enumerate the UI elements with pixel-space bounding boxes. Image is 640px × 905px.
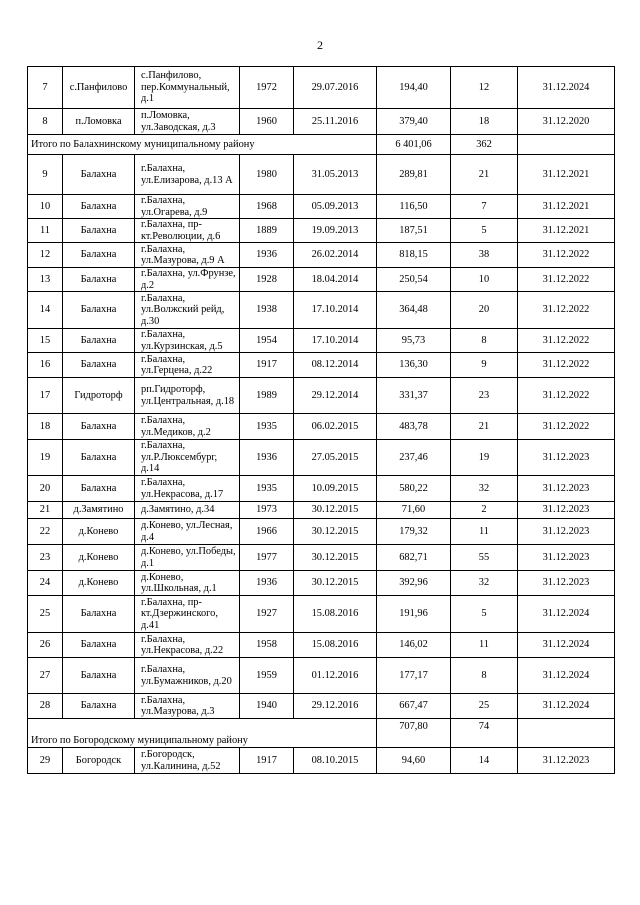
resettlement-deadline-cell: 31.12.2021 [518, 155, 615, 195]
resettlement-deadline-cell: 31.12.2022 [518, 329, 615, 353]
table-row [28, 694, 615, 719]
row-number: 9 [28, 155, 63, 195]
recognition-date-cell: 29.12.2014 [294, 378, 377, 414]
residents-cell: 12 [451, 67, 518, 109]
area-cell: 392,96 [377, 571, 451, 596]
total-label: Итого по Богородскому муниципальному району [28, 719, 377, 748]
table-row [28, 67, 615, 109]
year-built-cell: 1936 [240, 571, 294, 596]
resettlement-deadline-cell: 31.12.2023 [518, 476, 615, 502]
row-number: 11 [28, 219, 63, 243]
area-cell: 146,02 [377, 633, 451, 658]
residents-cell: 21 [451, 414, 518, 440]
year-built-cell: 1989 [240, 378, 294, 414]
area-cell: 250,54 [377, 268, 451, 292]
row-number: 24 [28, 571, 63, 596]
total-deadline-empty [518, 719, 615, 748]
resettlement-deadline-cell: 31.12.2020 [518, 109, 615, 135]
settlement-cell: Балахна [63, 243, 135, 268]
resettlement-deadline-cell: 31.12.2023 [518, 571, 615, 596]
total-deadline-empty [518, 135, 615, 155]
recognition-date-cell: 26.02.2014 [294, 243, 377, 268]
recognition-date-cell: 30.12.2015 [294, 545, 377, 571]
recognition-date-cell: 29.12.2016 [294, 694, 377, 719]
area-cell: 364,48 [377, 292, 451, 329]
address-cell: г.Балахна, ул.Елизарова, д.13 А [135, 155, 240, 195]
year-built-cell: 1940 [240, 694, 294, 719]
table-row [28, 195, 615, 219]
recognition-date-cell: 29.07.2016 [294, 67, 377, 109]
recognition-date-cell: 05.09.2013 [294, 195, 377, 219]
recognition-date-cell: 15.08.2016 [294, 596, 377, 633]
year-built-cell: 1889 [240, 219, 294, 243]
residents-cell: 21 [451, 155, 518, 195]
year-built-cell: 1966 [240, 519, 294, 545]
year-built-cell: 1936 [240, 243, 294, 268]
table-row [28, 155, 615, 195]
row-number: 17 [28, 378, 63, 414]
recognition-date-cell: 08.12.2014 [294, 353, 377, 378]
year-built-cell: 1968 [240, 195, 294, 219]
resettlement-deadline-cell: 31.12.2022 [518, 414, 615, 440]
area-cell: 667,47 [377, 694, 451, 719]
row-number: 23 [28, 545, 63, 571]
resettlement-deadline-cell: 31.12.2023 [518, 748, 615, 774]
total-row [28, 135, 615, 155]
address-cell: г.Балахна, ул.Медиков, д.2 [135, 414, 240, 440]
address-cell: г.Балахна, ул.Огарева, д.9 [135, 195, 240, 219]
year-built-cell: 1954 [240, 329, 294, 353]
address-cell: г.Балахна, ул.Мазурова, д.3 [135, 694, 240, 719]
area-cell: 379,40 [377, 109, 451, 135]
total-residents: 362 [451, 135, 518, 155]
resettlement-deadline-cell: 31.12.2024 [518, 596, 615, 633]
address-cell: г.Балахна, ул.Мазурова, д.9 А [135, 243, 240, 268]
year-built-cell: 1927 [240, 596, 294, 633]
area-cell: 136,30 [377, 353, 451, 378]
recognition-date-cell: 17.10.2014 [294, 292, 377, 329]
table-row [28, 329, 615, 353]
address-cell: г.Балахна, ул.Фрунзе, д.2 [135, 268, 240, 292]
settlement-cell: Балахна [63, 353, 135, 378]
table-row [28, 243, 615, 268]
table-body [28, 67, 615, 774]
year-built-cell: 1938 [240, 292, 294, 329]
residents-cell: 25 [451, 694, 518, 719]
area-cell: 237,46 [377, 440, 451, 476]
row-number: 20 [28, 476, 63, 502]
row-number: 21 [28, 502, 63, 519]
settlement-cell: Балахна [63, 219, 135, 243]
table-row [28, 219, 615, 243]
table-row [28, 502, 615, 519]
residents-cell: 7 [451, 195, 518, 219]
recognition-date-cell: 10.09.2015 [294, 476, 377, 502]
settlement-cell: п.Ломовка [63, 109, 135, 135]
address-cell: д.Конево, ул.Лесная, д.4 [135, 519, 240, 545]
table-row [28, 545, 615, 571]
table-row [28, 476, 615, 502]
page-number: 2 [317, 38, 323, 52]
row-number: 16 [28, 353, 63, 378]
recognition-date-cell: 08.10.2015 [294, 748, 377, 774]
row-number: 25 [28, 596, 63, 633]
table-row [28, 658, 615, 694]
settlement-cell: Балахна [63, 658, 135, 694]
row-number: 15 [28, 329, 63, 353]
table-row [28, 748, 615, 774]
total-residents: 74 [451, 719, 518, 748]
recognition-date-cell: 27.05.2015 [294, 440, 377, 476]
table-row [28, 378, 615, 414]
table-row [28, 268, 615, 292]
year-built-cell: 1959 [240, 658, 294, 694]
address-cell: п.Ломовка, ул.Заводская, д.3 [135, 109, 240, 135]
total-row [28, 719, 615, 748]
residents-cell: 18 [451, 109, 518, 135]
year-built-cell: 1960 [240, 109, 294, 135]
residents-cell: 14 [451, 748, 518, 774]
area-cell: 818,15 [377, 243, 451, 268]
area-cell: 194,40 [377, 67, 451, 109]
area-cell: 483,78 [377, 414, 451, 440]
area-cell: 116,50 [377, 195, 451, 219]
residents-cell: 10 [451, 268, 518, 292]
settlement-cell: Балахна [63, 440, 135, 476]
recognition-date-cell: 25.11.2016 [294, 109, 377, 135]
table-row [28, 440, 615, 476]
settlement-cell: Гидроторф [63, 378, 135, 414]
year-built-cell: 1917 [240, 748, 294, 774]
area-cell: 95,73 [377, 329, 451, 353]
residents-cell: 5 [451, 596, 518, 633]
year-built-cell: 1936 [240, 440, 294, 476]
address-cell: д.Замятино, д.34 [135, 502, 240, 519]
settlement-cell: Балахна [63, 596, 135, 633]
address-cell: г.Балахна, ул.Бумажников, д.20 [135, 658, 240, 694]
address-cell: д.Конево, ул.Победы, д.1 [135, 545, 240, 571]
table-row [28, 596, 615, 633]
residents-cell: 8 [451, 329, 518, 353]
row-number: 28 [28, 694, 63, 719]
recognition-date-cell: 06.02.2015 [294, 414, 377, 440]
address-cell: с.Панфилово, пер.Коммунальный, д.1 [135, 67, 240, 109]
area-cell: 179,32 [377, 519, 451, 545]
recognition-date-cell: 30.12.2015 [294, 502, 377, 519]
year-built-cell: 1980 [240, 155, 294, 195]
residents-cell: 8 [451, 658, 518, 694]
residents-cell: 32 [451, 571, 518, 596]
resettlement-deadline-cell: 31.12.2023 [518, 545, 615, 571]
table-row [28, 414, 615, 440]
table-row [28, 353, 615, 378]
area-cell: 682,71 [377, 545, 451, 571]
settlement-cell: д.Замятино [63, 502, 135, 519]
settlement-cell: Богородск [63, 748, 135, 774]
year-built-cell: 1928 [240, 268, 294, 292]
total-area: 707,80 [377, 719, 451, 748]
area-cell: 177,17 [377, 658, 451, 694]
row-number: 27 [28, 658, 63, 694]
year-built-cell: 1935 [240, 476, 294, 502]
year-built-cell: 1917 [240, 353, 294, 378]
residents-cell: 23 [451, 378, 518, 414]
residents-cell: 38 [451, 243, 518, 268]
settlement-cell: Балахна [63, 195, 135, 219]
resettlement-deadline-cell: 31.12.2024 [518, 633, 615, 658]
residents-cell: 11 [451, 633, 518, 658]
residents-cell: 5 [451, 219, 518, 243]
settlement-cell: Балахна [63, 694, 135, 719]
table-row [28, 109, 615, 135]
resettlement-deadline-cell: 31.12.2021 [518, 219, 615, 243]
area-cell: 94,60 [377, 748, 451, 774]
address-cell: г.Балахна, пр-кт.Дзержинского, д.41 [135, 596, 240, 633]
area-cell: 71,60 [377, 502, 451, 519]
row-number: 12 [28, 243, 63, 268]
address-cell: рп.Гидроторф, ул.Центральная, д.18 [135, 378, 240, 414]
year-built-cell: 1977 [240, 545, 294, 571]
settlement-cell: Балахна [63, 414, 135, 440]
row-number: 14 [28, 292, 63, 329]
address-cell: г.Балахна, ул.Волжский рейд, д.30 [135, 292, 240, 329]
recognition-date-cell: 01.12.2016 [294, 658, 377, 694]
residents-cell: 11 [451, 519, 518, 545]
settlement-cell: д.Конево [63, 571, 135, 596]
area-cell: 331,37 [377, 378, 451, 414]
residents-cell: 20 [451, 292, 518, 329]
table-row [28, 571, 615, 596]
row-number: 13 [28, 268, 63, 292]
resettlement-deadline-cell: 31.12.2023 [518, 502, 615, 519]
settlement-cell: Балахна [63, 633, 135, 658]
recognition-date-cell: 18.04.2014 [294, 268, 377, 292]
table-row [28, 519, 615, 545]
row-number: 18 [28, 414, 63, 440]
row-number: 22 [28, 519, 63, 545]
housing-registry-table [27, 66, 615, 774]
settlement-cell: Балахна [63, 155, 135, 195]
resettlement-deadline-cell: 31.12.2024 [518, 67, 615, 109]
resettlement-deadline-cell: 31.12.2023 [518, 440, 615, 476]
row-number: 29 [28, 748, 63, 774]
year-built-cell: 1958 [240, 633, 294, 658]
address-cell: д.Конево, ул.Школьная, д.1 [135, 571, 240, 596]
resettlement-deadline-cell: 31.12.2021 [518, 195, 615, 219]
row-number: 19 [28, 440, 63, 476]
table-row [28, 633, 615, 658]
row-number: 7 [28, 67, 63, 109]
settlement-cell: д.Конево [63, 545, 135, 571]
address-cell: г.Балахна, ул.Некрасова, д.22 [135, 633, 240, 658]
resettlement-deadline-cell: 31.12.2022 [518, 378, 615, 414]
resettlement-deadline-cell: 31.12.2022 [518, 243, 615, 268]
total-area: 6 401,06 [377, 135, 451, 155]
settlement-cell: Балахна [63, 476, 135, 502]
resettlement-deadline-cell: 31.12.2022 [518, 353, 615, 378]
row-number: 8 [28, 109, 63, 135]
address-cell: г.Богородск, ул.Калинина, д.52 [135, 748, 240, 774]
recognition-date-cell: 19.09.2013 [294, 219, 377, 243]
address-cell: г.Балахна, ул.Герцена, д.22 [135, 353, 240, 378]
residents-cell: 9 [451, 353, 518, 378]
resettlement-deadline-cell: 31.12.2023 [518, 519, 615, 545]
settlement-cell: с.Панфилово [63, 67, 135, 109]
recognition-date-cell: 31.05.2013 [294, 155, 377, 195]
year-built-cell: 1935 [240, 414, 294, 440]
address-cell: г.Балахна, ул.Курзинская, д.5 [135, 329, 240, 353]
address-cell: г.Балахна, пр-кт.Революции, д.6 [135, 219, 240, 243]
resettlement-deadline-cell: 31.12.2022 [518, 268, 615, 292]
recognition-date-cell: 30.12.2015 [294, 571, 377, 596]
residents-cell: 32 [451, 476, 518, 502]
area-cell: 191,96 [377, 596, 451, 633]
residents-cell: 55 [451, 545, 518, 571]
resettlement-deadline-cell: 31.12.2022 [518, 292, 615, 329]
recognition-date-cell: 30.12.2015 [294, 519, 377, 545]
settlement-cell: Балахна [63, 292, 135, 329]
year-built-cell: 1973 [240, 502, 294, 519]
address-cell: г.Балахна, ул.Некрасова, д.17 [135, 476, 240, 502]
address-cell: г.Балахна, ул.Р.Люксембург, д.14 [135, 440, 240, 476]
row-number: 10 [28, 195, 63, 219]
settlement-cell: д.Конево [63, 519, 135, 545]
year-built-cell: 1972 [240, 67, 294, 109]
resettlement-deadline-cell: 31.12.2024 [518, 658, 615, 694]
recognition-date-cell: 17.10.2014 [294, 329, 377, 353]
resettlement-deadline-cell: 31.12.2024 [518, 694, 615, 719]
area-cell: 289,81 [377, 155, 451, 195]
residents-cell: 19 [451, 440, 518, 476]
table-row [28, 292, 615, 329]
settlement-cell: Балахна [63, 329, 135, 353]
area-cell: 187,51 [377, 219, 451, 243]
area-cell: 580,22 [377, 476, 451, 502]
settlement-cell: Балахна [63, 268, 135, 292]
recognition-date-cell: 15.08.2016 [294, 633, 377, 658]
total-label: Итого по Балахнинскому муниципальному району [28, 135, 377, 155]
row-number: 26 [28, 633, 63, 658]
residents-cell: 2 [451, 502, 518, 519]
